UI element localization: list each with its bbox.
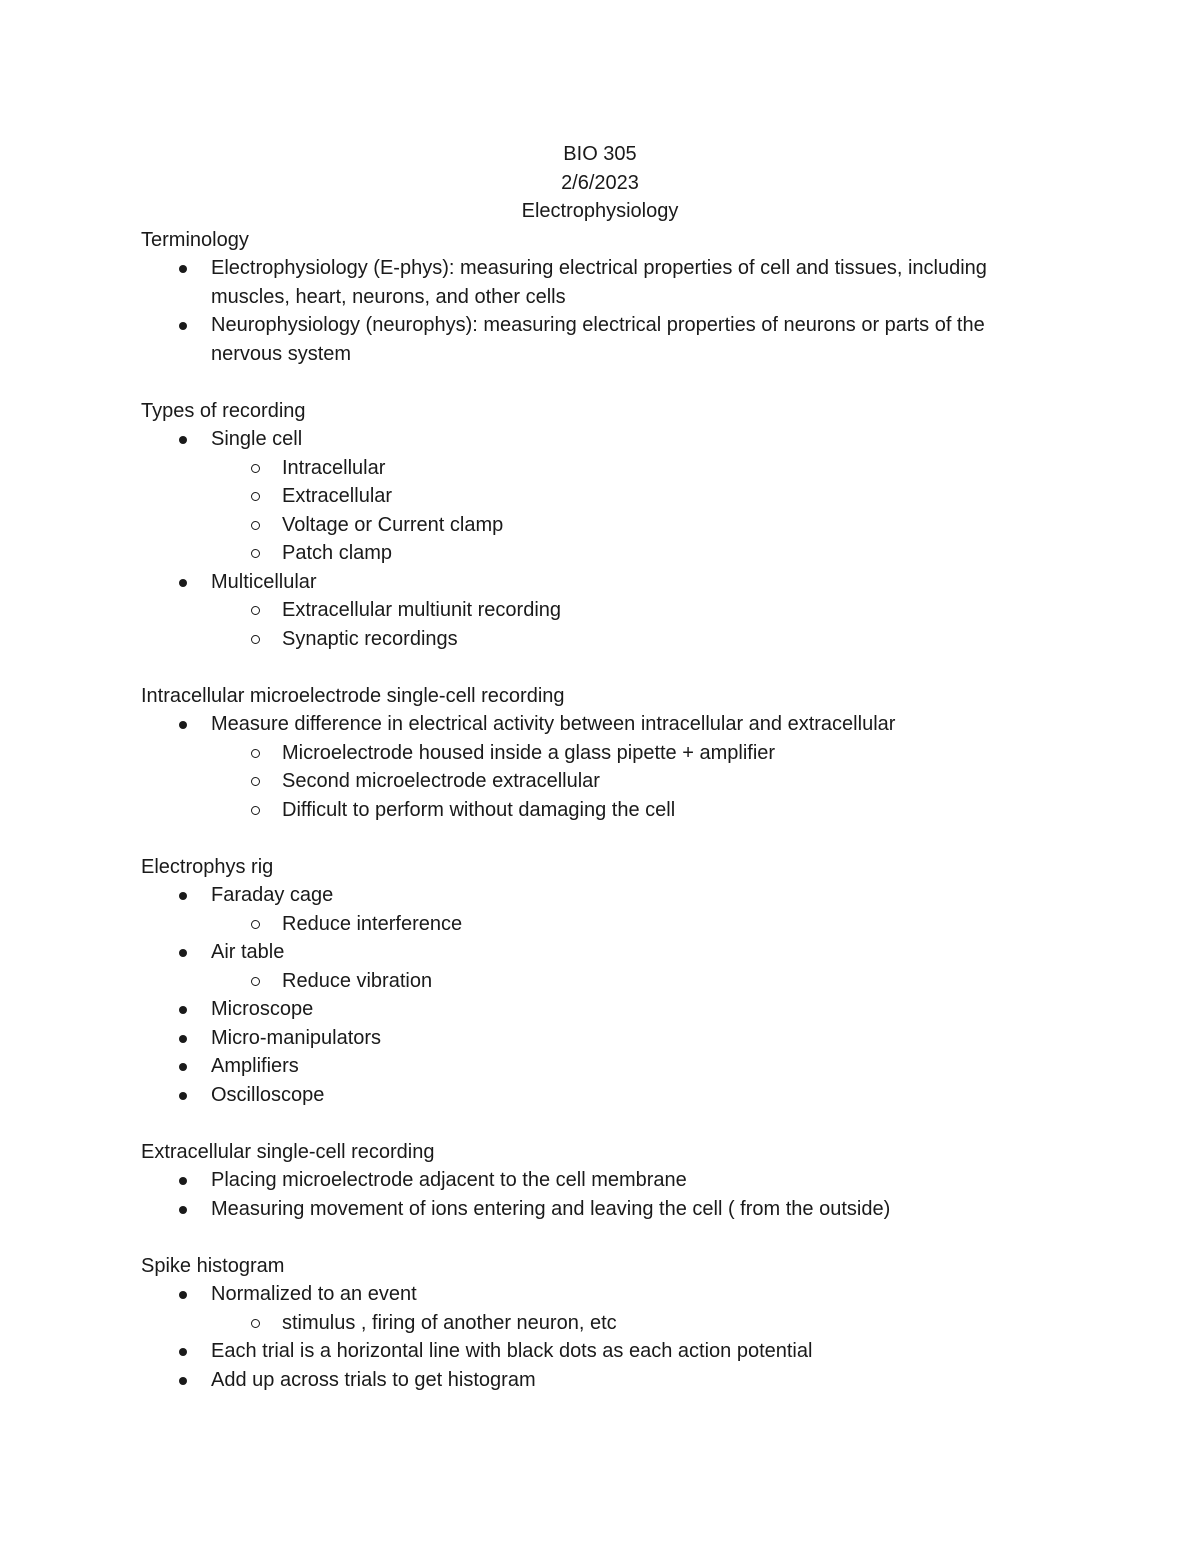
list-item-text: Normalized to an event [211,1283,417,1305]
sub-list-item [141,454,1059,483]
filled-bullet-icon [179,949,187,957]
notes-section [141,1252,1059,1395]
hollow-bullet-icon [251,920,260,929]
sub-bullet-list [211,596,1059,653]
list-item [141,938,1059,995]
sub-list-item [141,910,1059,939]
sub-list-item [141,625,1059,654]
hollow-bullet-icon [251,635,260,644]
list-item-text: Measuring movement of ions entering and leaving the cell ( from the outside) [211,1197,891,1220]
filled-bullet-icon [179,1063,187,1071]
filled-bullet-icon [179,265,187,273]
section-heading: Intracellular microelectrode single-cell recording [141,684,565,707]
hollow-bullet-icon [251,492,260,501]
notes-section [141,853,1059,1110]
sub-list-item-text: Reduce interference [282,912,463,935]
bullet-list [141,254,1059,368]
filled-bullet-icon [179,892,187,900]
sub-list-item-text: Second microelectrode extracellular [282,770,600,792]
list-item-text: Multicellular [211,570,317,593]
hollow-bullet-icon [251,464,260,473]
sub-bullet-list [211,910,1059,939]
sub-list-item-text: Synaptic recordings [282,627,458,650]
sub-list-item [141,739,1059,768]
list-item-text: Microscope [211,998,314,1020]
sub-list-item-text: Patch clamp [282,542,393,564]
hollow-bullet-icon [251,777,260,786]
list-item [141,1081,1059,1110]
bullet-list [141,1166,1059,1223]
filled-bullet-icon [179,436,187,444]
bullet-list [141,710,1059,824]
list-item [141,568,1059,654]
sub-list-item [141,796,1059,825]
sub-bullet-list [211,454,1059,568]
sub-list-item-text: Difficult to perform without damaging the cell [282,798,676,821]
sub-list-item-text: Voltage or Current clamp [282,513,504,536]
notes-sections [141,226,1059,1395]
list-item-text: Neurophysiology (neurophys): measuring electrical properties of neurons or parts of the nervous system [211,314,985,365]
filled-bullet-icon [179,1092,187,1100]
filled-bullet-icon [179,579,187,587]
list-item [141,995,1059,1024]
list-item-text: Oscilloscope [211,1083,325,1106]
filled-bullet-icon [179,1006,187,1014]
list-item-text: Placing microelectrode adjacent to the cell membrane [211,1169,687,1191]
notes-section [141,682,1059,825]
sub-list-item [141,511,1059,540]
hollow-bullet-icon [251,549,260,558]
filled-bullet-icon [179,1035,187,1043]
sub-list-item-text: Microelectrode housed inside a glass pipette + amplifier [282,741,776,764]
hollow-bullet-icon [251,606,260,615]
sub-bullet-list [211,967,1059,996]
list-item [141,1366,1059,1395]
list-item-text: Faraday cage [211,884,334,906]
list-item [141,1280,1059,1337]
list-item-text: Electrophysiology (E-phys): measuring electrical properties of cell and tissues, including muscles, heart, neurons, and other cells [211,257,987,308]
list-item-text: Amplifiers [211,1055,299,1077]
list-item [141,1195,1059,1224]
sub-bullet-list [211,1309,1059,1338]
notes-section [141,397,1059,654]
hollow-bullet-icon [251,521,260,530]
filled-bullet-icon [179,322,187,330]
section-heading: Terminology [141,228,249,251]
list-item-text: Air table [211,941,285,963]
list-item-text: Single cell [211,428,303,450]
list-item [141,1166,1059,1195]
bullet-list [141,1280,1059,1394]
bullet-list [141,425,1059,653]
lecture-topic: Electrophysiology [521,200,679,222]
section-heading: Spike histogram [141,1254,285,1277]
hollow-bullet-icon [251,749,260,758]
sub-list-item [141,767,1059,796]
sub-list-item-text: Intracellular [282,456,386,479]
filled-bullet-icon [179,1348,187,1356]
list-item [141,1052,1059,1081]
sub-list-item [141,967,1059,996]
list-item [141,425,1059,568]
notes-section [141,1138,1059,1224]
document-body [141,140,1059,1423]
sub-list-item [141,539,1059,568]
sub-list-item [141,596,1059,625]
section-heading: Types of recording [141,399,306,422]
list-item [141,311,1059,368]
sub-list-item-text: Reduce vibration [282,969,433,992]
filled-bullet-icon [179,1291,187,1299]
sub-list-item-text: Extracellular multiunit recording [282,599,562,621]
list-item [141,710,1059,824]
filled-bullet-icon [179,1377,187,1385]
list-item-text: Measure difference in electrical activity between intracellular and extracellular [211,713,896,735]
list-item [141,881,1059,938]
hollow-bullet-icon [251,806,260,815]
list-item-text: Each trial is a horizontal line with black dots as each action potential [211,1340,813,1362]
sub-list-item [141,482,1059,511]
list-item-text: Add up across trials to get histogram [211,1368,536,1391]
lecture-date: 2/6/2023 [561,171,639,194]
filled-bullet-icon [179,1177,187,1185]
sub-list-item [141,1309,1059,1338]
sub-bullet-list [211,739,1059,825]
section-heading: Extracellular single-cell recording [141,1140,435,1163]
list-item-text: Micro-manipulators [211,1026,382,1049]
list-item [141,1024,1059,1053]
bullet-list [141,881,1059,1109]
notes-section [141,226,1059,369]
course-title: BIO 305 [563,143,637,165]
section-heading: Electrophys rig [141,855,274,878]
list-item [141,1337,1059,1366]
hollow-bullet-icon [251,977,260,986]
list-item [141,254,1059,311]
sub-list-item-text: Extracellular [282,485,393,507]
hollow-bullet-icon [251,1319,260,1328]
filled-bullet-icon [179,721,187,729]
filled-bullet-icon [179,1206,187,1214]
sub-list-item-text: stimulus , firing of another neuron, etc [282,1311,617,1334]
